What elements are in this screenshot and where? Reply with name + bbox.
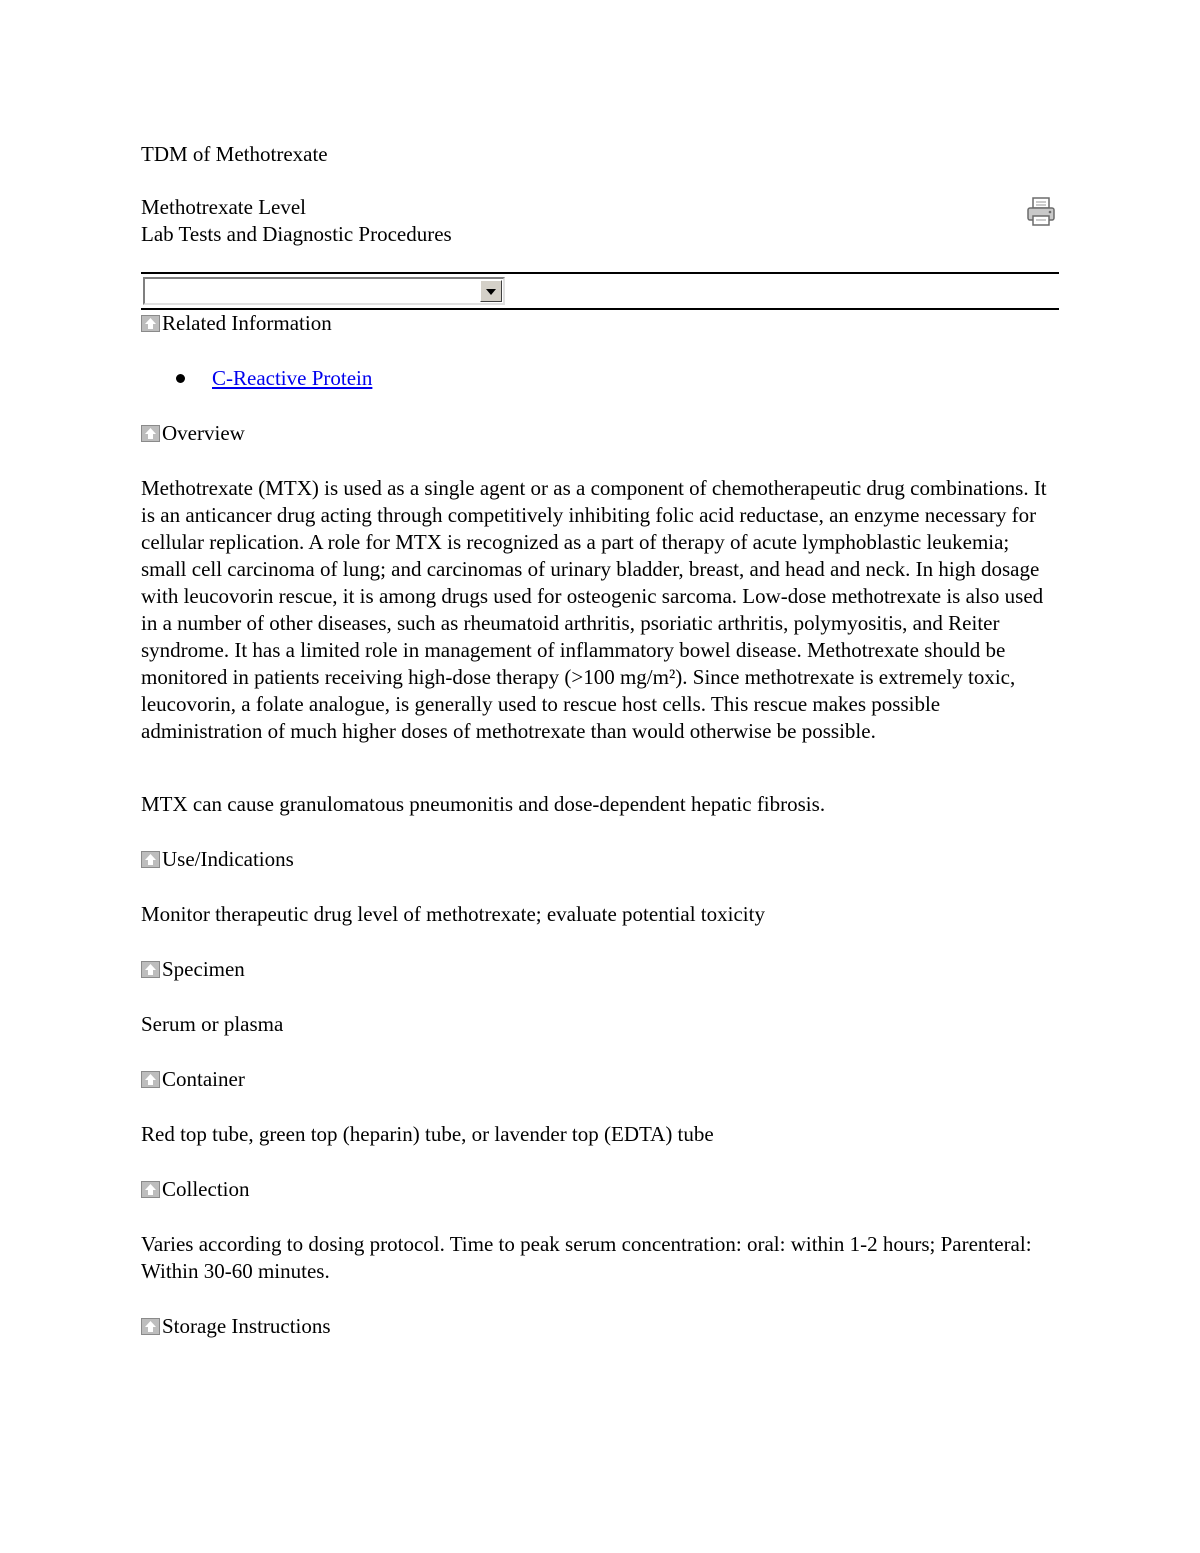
section-heading-label: Collection [162,1177,250,1201]
section-heading-container [141,1066,1059,1093]
arrow-up-icon[interactable] [141,315,160,332]
specimen-text: Serum or plasma [141,1012,284,1036]
section-heading-specimen [141,956,1059,983]
test-name: Methotrexate Level [141,195,307,219]
section-heading-storage [141,1313,1059,1340]
section-heading-label: Specimen [162,957,245,981]
section-heading-label: Overview [162,421,245,445]
section-nav-bar [141,272,1059,310]
printer-icon[interactable] [1025,196,1057,228]
list-item [176,365,1059,392]
arrow-up-icon[interactable] [141,1318,160,1335]
link-c-reactive-protein[interactable]: C-Reactive Protein [212,366,373,390]
use-text: Monitor therapeutic drug level of methotrexate; evaluate potential toxicity [141,902,765,926]
collection-text: Varies according to dosing protocol. Time to peak serum concentration: oral: within 1-2 hours; Parenteral: Within 30-60 minutes. [141,1232,1032,1283]
arrow-up-icon[interactable] [141,425,160,442]
arrow-up-icon[interactable] [141,1181,160,1198]
test-header [141,194,1059,248]
section-jump-select[interactable] [143,277,505,305]
document-page [141,141,1059,1340]
section-heading-label: Container [162,1067,245,1091]
container-text: Red top tube, green top (heparin) tube, or lavender top (EDTA) tube [141,1122,714,1146]
section-heading-label: Storage Instructions [162,1314,331,1338]
document-title: TDM of Methotrexate [141,142,328,166]
section-heading-related [141,310,1059,337]
section-heading-label: Related Information [162,311,332,335]
test-category: Lab Tests and Diagnostic Procedures [141,222,452,246]
overview-note: MTX can cause granulomatous pneumonitis and dose-dependent hepatic fibrosis. [141,792,826,816]
chevron-down-icon[interactable] [480,280,502,302]
arrow-up-icon[interactable] [141,961,160,978]
arrow-up-icon[interactable] [141,1071,160,1088]
section-heading-collection [141,1176,1059,1203]
arrow-up-icon[interactable] [141,851,160,868]
section-heading-overview [141,420,1059,447]
overview-paragraph: Methotrexate (MTX) is used as a single agent or as a component of chemotherapeutic drug combinations. It is an anticancer drug acting through competitively inhibiting folic acid reductase, an enzyme necessary for cellular replication. A role for MTX is recognized as a part of therapy of acute lymphoblastic leukemia; small cell carcinoma of lung; and carcinomas of urinary bladder, breast, and head and neck. In high dosage with leucovorin rescue, it is among drugs used for osteogenic sarcoma. Low-dose methotrexate is also used in a number of other diseases, such as rheumatoid arthritis, psoriatic arthritis, polymyositis, and Reiter syndrome. It has a limited role in management of inflammatory bowel disease. Methotrexate should be monitored in patients receiving high-dose therapy (>100 mg/m²). Since methotrexate is extremely toxic, leucovorin, a folate analogue, is generally used to rescue host cells. This rescue makes possible administration of much higher doses of methotrexate than would otherwise be possible. [141,476,1047,743]
section-heading-use [141,846,1059,873]
related-links-list [141,365,1059,392]
section-heading-label: Use/Indications [162,847,294,871]
